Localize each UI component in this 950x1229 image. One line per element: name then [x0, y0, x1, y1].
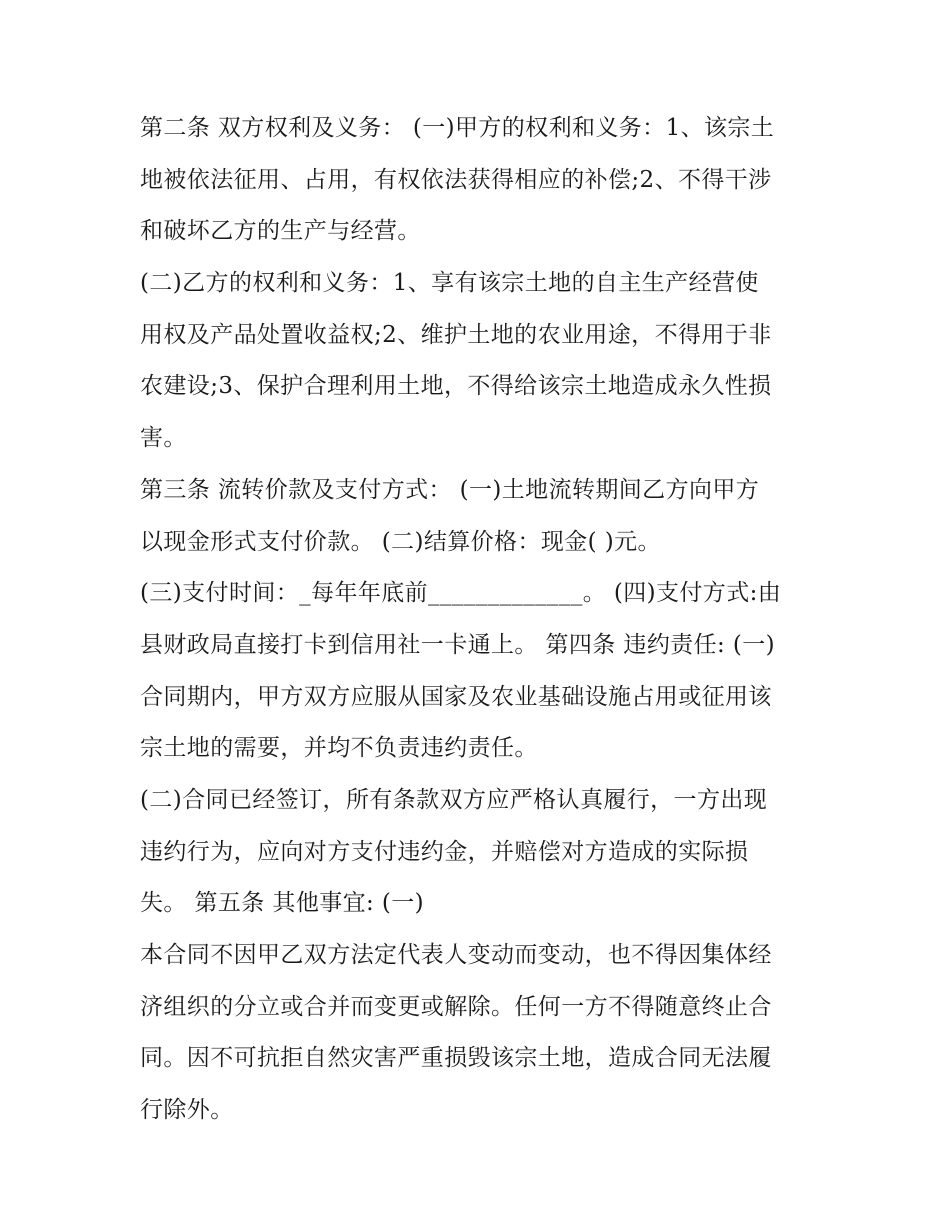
text-line: 农建设;3、保护合理利用土地，不得给该宗土地造成永久性损 [140, 373, 772, 400]
document-body [140, 103, 812, 1137]
text-line: 以现金形式支付价款。 (二)结算价格：现金( )元。 [140, 528, 661, 555]
text-line: 用权及产品处置收益权;2、维护土地的农业用途，不得用于非 [140, 321, 772, 348]
text-line: 失。 第五条 其他事宜: (一) [140, 890, 425, 917]
text-line: 县财政局直接打卡到信用社一卡通上。 第四条 违约责任: (一) [140, 631, 776, 658]
text-line: 济组织的分立或合并而变更或解除。任何一方不得随意终止合 [140, 993, 772, 1020]
text-line: 合同期内，甲方双方应服从国家及农业基础设施占用或征用该 [140, 683, 772, 710]
text-line: 同。因不可抗拒自然灾害严重损毁该宗土地，造成合同无法履 [140, 1045, 772, 1072]
text-line: (三)支付时间：_每年年底前_____________。 (四)支付方式:由 [140, 580, 782, 607]
text-line: 行除外。 [140, 1097, 234, 1124]
text-line: (二)合同已经签订，所有条款双方应严格认真履行，一方出现 [140, 786, 768, 813]
text-line: 第三条 流转价款及支付方式： (一)土地流转期间乙方向甲方 [140, 476, 760, 503]
text-line: 和破坏乙方的生产与经营。 [140, 218, 421, 245]
text-line: 地被依法征用、占用，有权依法获得相应的补偿;2、不得干涉 [140, 166, 772, 193]
text-line: 违约行为，应向对方支付违约金，并赔偿对方造成的实际损 [140, 838, 749, 865]
text-line: 本合同不因甲乙双方法定代表人变动而变动，也不得因集体经 [140, 942, 772, 968]
text-line: 第二条 双方权利及义务： (一)甲方的权利和义务：1、该宗土 [140, 115, 775, 141]
text-line: 害。 [140, 425, 187, 452]
text-line: (二)乙方的权利和义务：1、享有该宗土地的自主生产经营使 [140, 270, 759, 297]
text-line: 宗土地的需要，并均不负责违约责任。 [140, 735, 538, 762]
